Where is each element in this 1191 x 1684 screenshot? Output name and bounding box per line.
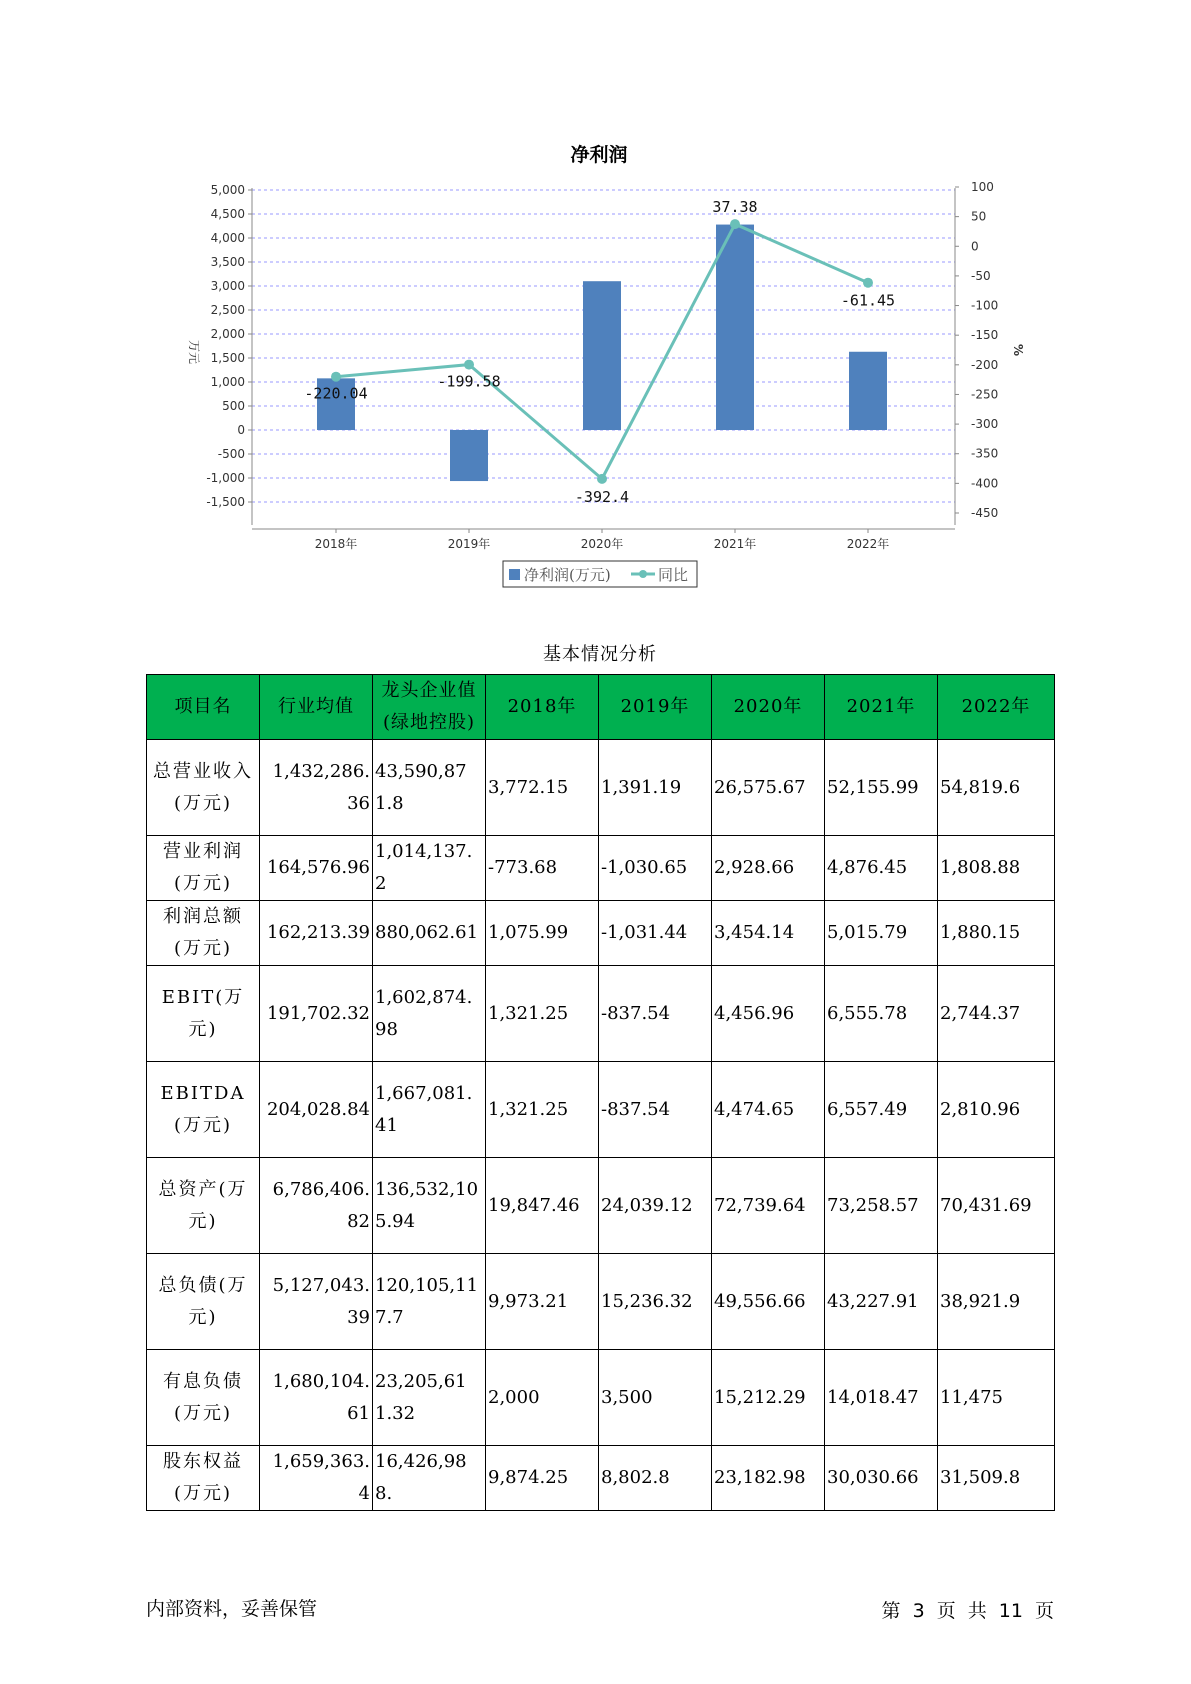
value-cell: 1,602,874.98 bbox=[373, 966, 486, 1062]
value-cell: 5,127,043.39 bbox=[260, 1254, 373, 1350]
yoy-point-2019年 bbox=[464, 360, 474, 370]
value-cell: 8,802.8 bbox=[599, 1446, 712, 1511]
value-cell: 1,321.25 bbox=[486, 966, 599, 1062]
value-cell: 15,236.32 bbox=[599, 1254, 712, 1350]
y2-tick-label: -350 bbox=[971, 446, 999, 461]
net-profit-chart bbox=[0, 0, 1191, 620]
header-cell: 龙头企业值(绿地控股) bbox=[373, 675, 486, 740]
value-cell: 1,432,286.36 bbox=[260, 740, 373, 836]
value-cell: 70,431.69 bbox=[938, 1158, 1055, 1254]
value-cell: 9,973.21 bbox=[486, 1254, 599, 1350]
y2-tick-label: 50 bbox=[971, 209, 987, 224]
legend-swatch-dot bbox=[639, 570, 647, 578]
value-cell: 14,018.47 bbox=[825, 1350, 938, 1446]
table-body bbox=[147, 740, 1055, 1511]
value-cell: 164,576.96 bbox=[260, 836, 373, 901]
table-row bbox=[147, 966, 1055, 1062]
value-cell: 5,015.79 bbox=[825, 901, 938, 966]
header-cell: 2020年 bbox=[712, 675, 825, 740]
header-cell: 项目名 bbox=[147, 675, 260, 740]
y-tick-label: -1,000 bbox=[206, 471, 245, 485]
chart-legend bbox=[503, 561, 697, 587]
yoy-point-2021年 bbox=[730, 219, 740, 229]
y2-tick-label: 0 bbox=[971, 239, 979, 254]
value-cell: -837.54 bbox=[599, 1062, 712, 1158]
y-tick-label: 0 bbox=[237, 423, 245, 437]
value-cell: 73,258.57 bbox=[825, 1158, 938, 1254]
x-tick-label: 2020年 bbox=[580, 537, 624, 551]
value-cell: 23,205,611.32 bbox=[373, 1350, 486, 1446]
value-cell: 54,819.6 bbox=[938, 740, 1055, 836]
header-cell: 2021年 bbox=[825, 675, 938, 740]
x-tick-label: 2021年 bbox=[713, 537, 757, 551]
value-cell: 1,880.15 bbox=[938, 901, 1055, 966]
table-caption: 基本情况分析 bbox=[543, 644, 657, 665]
value-cell: 6,786,406.82 bbox=[260, 1158, 373, 1254]
bar-2020年 bbox=[583, 281, 621, 430]
value-cell: 1,808.88 bbox=[938, 836, 1055, 901]
row-label-cell: 股东权益(万元) bbox=[147, 1446, 260, 1511]
value-cell: 38,921.9 bbox=[938, 1254, 1055, 1350]
table-row bbox=[147, 1062, 1055, 1158]
chart-title: 净利润 bbox=[570, 144, 628, 166]
value-cell: 1,391.19 bbox=[599, 740, 712, 836]
value-cell: 2,744.37 bbox=[938, 966, 1055, 1062]
y-tick-label: 5,000 bbox=[210, 183, 245, 197]
value-cell: 49,556.66 bbox=[712, 1254, 825, 1350]
bar-2019年 bbox=[450, 430, 488, 481]
value-cell: 23,182.98 bbox=[712, 1446, 825, 1511]
footer-confidential: 内部资料，妥善保管 bbox=[146, 1598, 318, 1620]
y2-tick-label: -100 bbox=[971, 298, 999, 313]
y2-tick-label: -450 bbox=[971, 506, 999, 520]
header-cell: 行业均值 bbox=[260, 675, 373, 740]
y-tick-label: 4,500 bbox=[210, 207, 245, 221]
value-cell: 1,680,104.61 bbox=[260, 1350, 373, 1446]
header-cell: 2019年 bbox=[599, 675, 712, 740]
value-cell: 16,426,988. bbox=[373, 1446, 486, 1511]
y2-tick-label: -300 bbox=[971, 417, 999, 432]
x-tick-label: 2018年 bbox=[314, 537, 358, 551]
bar-2022年 bbox=[849, 352, 887, 430]
value-cell: 15,212.29 bbox=[712, 1350, 825, 1446]
value-cell: 4,474.65 bbox=[712, 1062, 825, 1158]
value-cell: 19,847.46 bbox=[486, 1158, 599, 1254]
x-tick-label: 2022年 bbox=[846, 537, 890, 551]
row-label-cell: EBITDA(万元) bbox=[147, 1062, 260, 1158]
value-cell: 26,575.67 bbox=[712, 740, 825, 836]
value-cell: -1,031.44 bbox=[599, 901, 712, 966]
y-tick-label: 2,500 bbox=[210, 303, 245, 317]
value-cell: 880,062.61 bbox=[373, 901, 486, 966]
y-tick-label: -500 bbox=[217, 447, 245, 461]
yoy-data-label: -61.45 bbox=[840, 291, 896, 310]
value-cell: 72,739.64 bbox=[712, 1158, 825, 1254]
y2-tick-label: 100 bbox=[971, 180, 994, 194]
table-row bbox=[147, 1350, 1055, 1446]
yoy-data-label: -392.4 bbox=[574, 487, 630, 506]
y2-tick-label: -200 bbox=[971, 357, 999, 372]
row-label-cell: 总营业收入(万元) bbox=[147, 740, 260, 836]
row-label-cell: 有息负债(万元) bbox=[147, 1350, 260, 1446]
value-cell: 3,772.15 bbox=[486, 740, 599, 836]
value-cell: 43,227.91 bbox=[825, 1254, 938, 1350]
table-header-row bbox=[147, 675, 1055, 740]
value-cell: 204,028.84 bbox=[260, 1062, 373, 1158]
y2-tick-label: -150 bbox=[971, 328, 999, 343]
value-cell: 6,557.49 bbox=[825, 1062, 938, 1158]
table-row bbox=[147, 1254, 1055, 1350]
yoy-point-2022年 bbox=[863, 278, 873, 288]
x-tick-label: 2019年 bbox=[447, 537, 491, 551]
value-cell: 3,454.14 bbox=[712, 901, 825, 966]
value-cell: 191,702.32 bbox=[260, 966, 373, 1062]
yoy-data-label: -199.58 bbox=[437, 372, 501, 391]
y-tick-label: 3,500 bbox=[210, 255, 245, 269]
value-cell: 4,456.96 bbox=[712, 966, 825, 1062]
y2-axis-title: % bbox=[1011, 343, 1025, 357]
value-cell: 52,155.99 bbox=[825, 740, 938, 836]
value-cell: 2,000 bbox=[486, 1350, 599, 1446]
value-cell: -837.54 bbox=[599, 966, 712, 1062]
value-cell: -1,030.65 bbox=[599, 836, 712, 901]
y2-tick-label: -50 bbox=[971, 268, 991, 283]
legend-label-bar: 净利润(万元) bbox=[524, 566, 611, 584]
table-row bbox=[147, 836, 1055, 901]
row-label-cell: 利润总额(万元) bbox=[147, 901, 260, 966]
value-cell: 1,075.99 bbox=[486, 901, 599, 966]
row-label-cell: 总资产(万元) bbox=[147, 1158, 260, 1254]
value-cell: 30,030.66 bbox=[825, 1446, 938, 1511]
y-tick-label: 1,000 bbox=[210, 375, 245, 389]
legend-swatch-bar bbox=[509, 569, 520, 580]
y2-tick-label: -250 bbox=[971, 387, 999, 402]
row-label-cell: EBIT(万元) bbox=[147, 966, 260, 1062]
y-tick-label: 2,000 bbox=[210, 327, 245, 341]
y-tick-label: 1,500 bbox=[210, 351, 245, 365]
bar-series bbox=[317, 225, 887, 481]
yoy-data-label: -220.04 bbox=[304, 384, 368, 403]
table-row bbox=[147, 1446, 1055, 1511]
table-row bbox=[147, 901, 1055, 966]
bar-2021年 bbox=[716, 225, 754, 430]
value-cell: 162,213.39 bbox=[260, 901, 373, 966]
value-cell: 6,555.78 bbox=[825, 966, 938, 1062]
header-cell: 2022年 bbox=[938, 675, 1055, 740]
value-cell: 1,659,363.4 bbox=[260, 1446, 373, 1511]
legend-label-line: 同比 bbox=[658, 566, 689, 584]
value-cell: 9,874.25 bbox=[486, 1446, 599, 1511]
value-cell: 1,667,081.41 bbox=[373, 1062, 486, 1158]
y-axis-title: 万元 bbox=[187, 339, 201, 365]
value-cell: 24,039.12 bbox=[599, 1158, 712, 1254]
value-cell: 4,876.45 bbox=[825, 836, 938, 901]
value-cell: 11,475 bbox=[938, 1350, 1055, 1446]
y-tick-label: 500 bbox=[222, 399, 245, 413]
analysis-table bbox=[146, 674, 1055, 1511]
value-cell: 136,532,105.94 bbox=[373, 1158, 486, 1254]
value-cell: 3,500 bbox=[599, 1350, 712, 1446]
table-row bbox=[147, 1158, 1055, 1254]
row-label-cell: 总负债(万元) bbox=[147, 1254, 260, 1350]
value-cell: -773.68 bbox=[486, 836, 599, 901]
value-cell: 43,590,871.8 bbox=[373, 740, 486, 836]
table-row bbox=[147, 740, 1055, 836]
header-cell: 2018年 bbox=[486, 675, 599, 740]
yoy-data-label: 37.38 bbox=[712, 198, 758, 217]
value-cell: 1,014,137.2 bbox=[373, 836, 486, 901]
footer-page-number: 第 3 页 共 11 页 bbox=[881, 1600, 1054, 1622]
yoy-point-2018年 bbox=[331, 372, 341, 382]
value-cell: 2,810.96 bbox=[938, 1062, 1055, 1158]
value-cell: 2,928.66 bbox=[712, 836, 825, 901]
value-cell: 1,321.25 bbox=[486, 1062, 599, 1158]
yoy-point-2020年 bbox=[597, 474, 607, 484]
y2-tick-label: -400 bbox=[971, 476, 999, 491]
value-cell: 120,105,117.7 bbox=[373, 1254, 486, 1350]
y-tick-label: 4,000 bbox=[210, 231, 245, 245]
value-cell: 31,509.8 bbox=[938, 1446, 1055, 1511]
row-label-cell: 营业利润(万元) bbox=[147, 836, 260, 901]
y-tick-label: 3,000 bbox=[210, 279, 245, 293]
y-tick-label: -1,500 bbox=[206, 495, 245, 509]
